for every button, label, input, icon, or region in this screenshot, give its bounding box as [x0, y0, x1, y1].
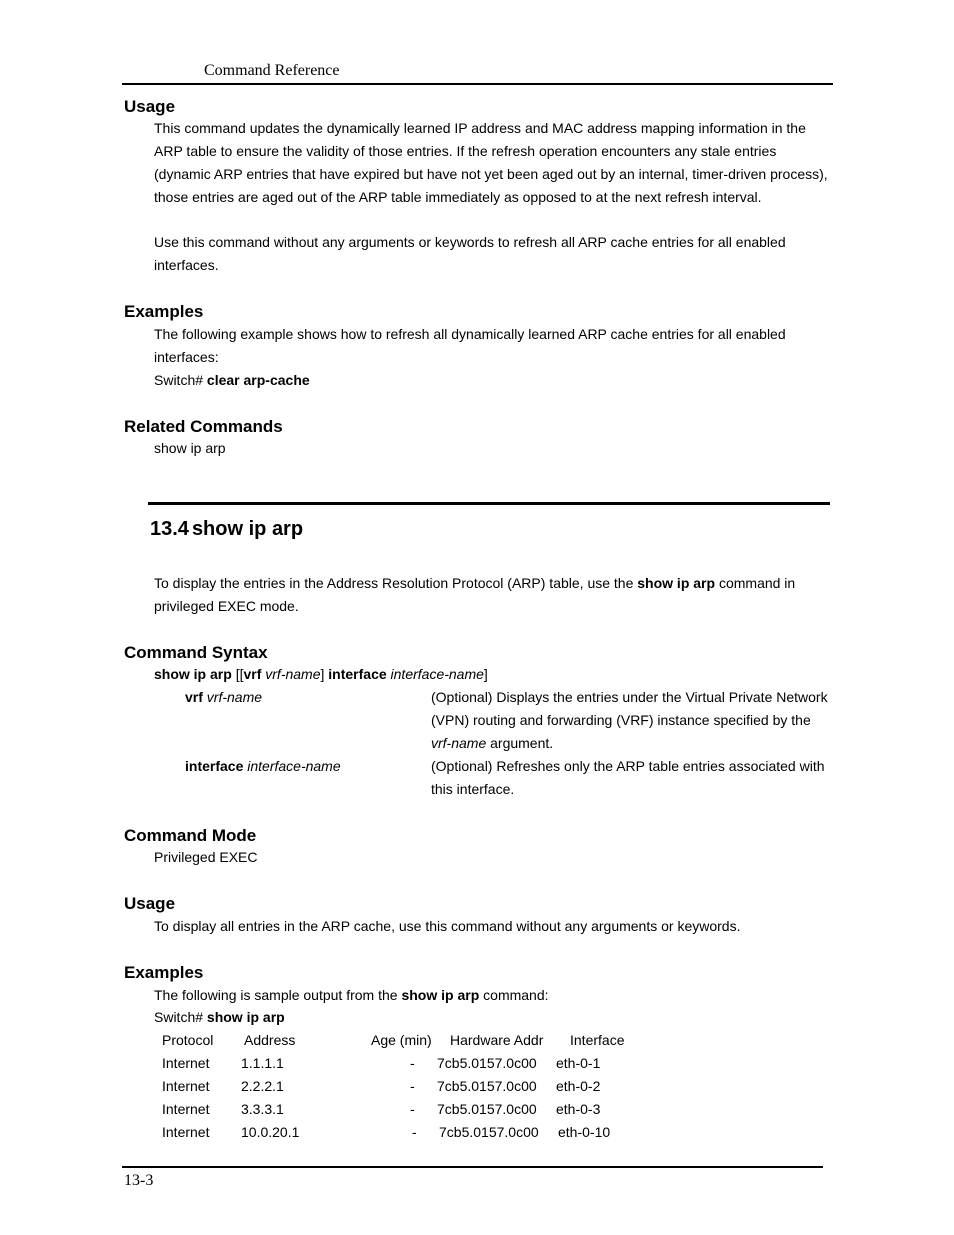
command-mode-value: Privileged EXEC: [154, 849, 258, 865]
example-command-line-2: [154, 1006, 285, 1029]
param-interface-description: (Optional) Refreshes only the ARP table entries associated with this interface.: [431, 758, 825, 797]
syntax-line: [154, 663, 488, 686]
section-rule: [148, 502, 830, 505]
arp-row-1-hardware: 7cb5.0157.0c00: [437, 1055, 537, 1071]
arp-header-address: Address: [244, 1032, 296, 1048]
param-vrf-name: [185, 686, 262, 709]
section-name: show ip arp: [191, 518, 304, 540]
header-rule: [122, 83, 833, 85]
arp-header-protocol: Protocol: [162, 1032, 214, 1048]
command-mode-heading: Command Mode: [124, 826, 257, 845]
syntax-bracket-close: ]: [320, 666, 325, 682]
example-command-line: [154, 369, 310, 392]
arp-row-2-age: -: [410, 1078, 415, 1094]
related-command-item: show ip arp: [154, 440, 226, 456]
intro-text-end: command in privileged EXEC mode.: [154, 575, 796, 614]
arp-row-2-hardware: 7cb5.0157.0c00: [437, 1078, 537, 1094]
related-commands-heading: Related Commands: [124, 417, 283, 436]
section-title: [150, 518, 303, 541]
example-text: The following is sample output from the: [154, 987, 398, 1003]
arp-row-2-interface: eth-0-2: [556, 1078, 601, 1094]
param-desc-arg: vrf-name: [431, 735, 487, 751]
syntax-command: show ip arp: [154, 666, 232, 682]
arp-row-3-address: 3.3.3.1: [241, 1101, 284, 1117]
usage-paragraph-3: To display all entries in the ARP cache, use this command without any arguments or keywords.: [154, 918, 741, 934]
syntax-vrf-keyword: vrf: [243, 666, 262, 682]
page-number: 13-3: [124, 1172, 154, 1189]
arp-header-interface: Interface: [570, 1032, 625, 1048]
arp-row-4-protocol: Internet: [162, 1124, 210, 1140]
syntax-bracket-close-2: ]: [483, 666, 488, 682]
examples-heading: Examples: [124, 302, 204, 321]
intro-command: show ip arp: [637, 575, 716, 591]
syntax-interface-keyword: interface: [328, 666, 387, 682]
param-vrf-description: [431, 686, 831, 755]
param-desc-text: (Optional) Displays the entries under the Virtual Private Network (VPN) routing and forwarding (VRF) instance specified by the: [431, 689, 828, 728]
example-inline-command: show ip arp: [401, 987, 480, 1003]
syntax-bracket-open: [[: [235, 666, 244, 682]
syntax-interface-arg: interface-name: [390, 666, 484, 682]
param-interface-name: [185, 755, 341, 778]
arp-row-3-interface: eth-0-3: [556, 1101, 601, 1117]
arp-header-hardware: Hardware Addr: [450, 1032, 544, 1048]
usage-heading-2: Usage: [124, 894, 176, 913]
command-syntax-heading: Command Syntax: [124, 643, 268, 662]
arp-row-4-interface: eth-0-10: [558, 1124, 611, 1140]
arp-row-3-protocol: Internet: [162, 1101, 210, 1117]
param-keyword: interface: [185, 758, 244, 774]
arp-row-3-hardware: 7cb5.0157.0c00: [437, 1101, 537, 1117]
usage-heading: Usage: [124, 97, 176, 116]
arp-row-1-age: -: [410, 1055, 415, 1071]
cli-command: show ip arp: [206, 1009, 285, 1025]
cli-prompt: Switch#: [154, 1009, 204, 1025]
examples-paragraph-2: [154, 984, 549, 1007]
intro-text: To display the entries in the Address Resolution Protocol (ARP) table, use the: [154, 575, 634, 591]
param-arg: vrf-name: [206, 689, 263, 705]
usage-paragraph-1: This command updates the dynamically learned IP address and MAC address mapping information in the ARP table to ensure the validity of those entries. If the refresh operation encounters any stale entries (dynamic ARP entries that have expired but have not yet been aged out by an internal, timer-driven process), those entries are aged out of the ARP table immediately as opposed to at the next refresh interval.: [154, 120, 828, 205]
cli-command: clear arp-cache: [206, 372, 310, 388]
arp-row-2-address: 2.2.2.1: [241, 1078, 284, 1094]
syntax-vrf-arg: vrf-name: [265, 666, 321, 682]
arp-row-1-interface: eth-0-1: [556, 1055, 601, 1071]
section-intro: [154, 572, 834, 618]
running-header: Command Reference: [204, 62, 340, 79]
examples-paragraph: The following example shows how to refresh all dynamically learned ARP cache entries for all enabled interfaces:: [154, 326, 786, 365]
arp-row-3-age: -: [410, 1101, 415, 1117]
param-desc-text-end: argument.: [490, 735, 554, 751]
arp-header-age: Age (min): [371, 1032, 432, 1048]
param-arg: interface-name: [247, 758, 341, 774]
arp-row-4-hardware: 7cb5.0157.0c00: [439, 1124, 539, 1140]
example-text-end: command:: [483, 987, 549, 1003]
arp-row-4-age: -: [412, 1124, 417, 1140]
cli-prompt: Switch#: [154, 372, 204, 388]
param-keyword: vrf: [185, 689, 203, 705]
arp-row-2-protocol: Internet: [162, 1078, 210, 1094]
arp-row-1-protocol: Internet: [162, 1055, 210, 1071]
usage-paragraph-2: Use this command without any arguments or keywords to refresh all ARP cache entries for all enabled interfaces.: [154, 234, 786, 273]
arp-row-1-address: 1.1.1.1: [241, 1055, 284, 1071]
examples-heading-2: Examples: [124, 963, 204, 982]
section-number: 13.4: [150, 518, 189, 540]
arp-row-4-address: 10.0.20.1: [241, 1124, 300, 1140]
footer-rule: [122, 1166, 823, 1168]
